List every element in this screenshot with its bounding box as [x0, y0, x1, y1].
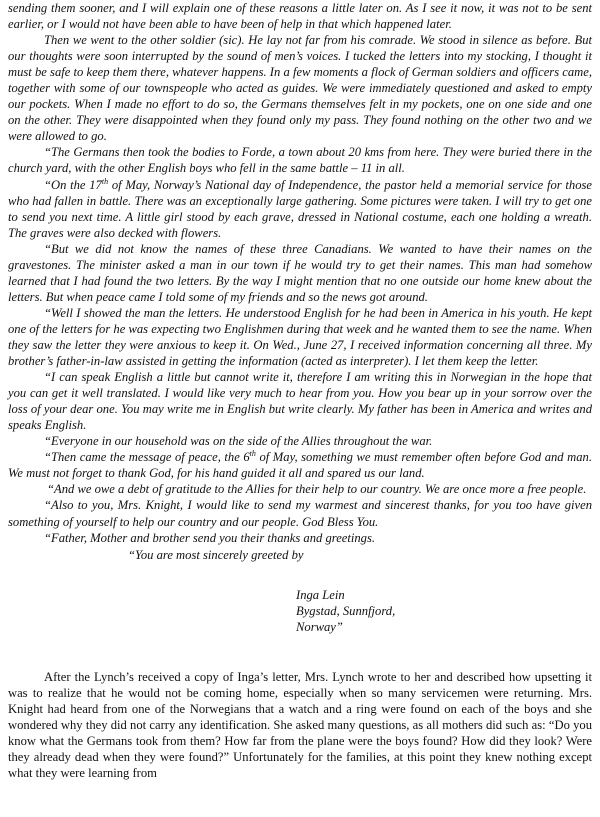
- signature-name: Inga Lein: [296, 587, 345, 602]
- ordinal-suffix: th: [249, 449, 256, 459]
- letter-paragraph: “The Germans then took the bodies to Forde, a town about 20 kms from here. They were buried there in the church yard, with the other English boys who fell in the same battle – 11 in all.: [8, 145, 592, 176]
- letter-paragraph: “I can speak English a little but cannot write it, therefore I am writing this in Norwegian in the hope that you can get it well translated. I would like very much to hear from you. How you bear up in your sorrow over the loss of your dear one. You may write me in English but write clearly. My father has been in America and writes and speaks English.: [8, 370, 592, 433]
- letter-closing: “You are most sincerely greeted by: [128, 547, 304, 562]
- letter-paragraph: “Father, Mother and brother send you their thanks and greetings.: [44, 530, 376, 545]
- letter-paragraph: [8, 449, 592, 481]
- letter-text: “On the 17: [44, 177, 102, 192]
- letter-text: “Then came the message of peace, the 6: [44, 450, 250, 465]
- letter-paragraph: “But we did not know the names of these three Canadians. We wanted to have their names on the gravestones. The minister asked a man in our town if he would try to get their names. This man had somehow learned that I had found the two letters. By the way I might mention that no one outside our home knew about the letters. But when peace came I told some of my friends and so the news got around.: [8, 241, 592, 304]
- inga-letter: [8, 0, 592, 635]
- ordinal-suffix: th: [101, 176, 109, 186]
- letter-paragraph: “Also to you, Mrs. Knight, I would like to send my warmest and sincerest thanks, for you too have given something of yourself to help our country and our people. God Bless You.: [8, 498, 592, 529]
- narrative-paragraph: After the Lynch’s received a copy of Inga’s letter, Mrs. Lynch wrote to her and described how upsetting it was to realize that he would not be coming home, especially when so many servicemen were returning. Mrs. Knight had heard from one of the Norwegians that a watch and a ring were found on each of the boys and she wondered why they did not carry any identification. She asked many questions, as all mothers did such as: “Do you know what the Germans took from them? How far from the plane were the boys found? How did they look? Were they already dead when they were found?” Unfortunately for the families, at this point they knew nothing except what they were learning from: [8, 669, 592, 780]
- letter-paragraph: Then we went to the other soldier (sic). He lay not far from his comrade. We stood in silence as before. But our thoughts were soon interrupted by the sound of men’s voices. I tucked the letters into my stocking, I thought it must be safe to keep them there, whatever happens. In a few moments a flock of German soldiers and officers came, together with some of our townspeople who acted as guides. We were immediately questioned and asked to empty our pockets. When I made no effort to do so, the Germans themselves felt in my pockets, one on one side and one on the other. They were disappointed when they found only my pass. They found nothing on the other two and we were allowed to go.: [8, 33, 592, 144]
- letter-signature: [8, 587, 592, 635]
- letter-text: of May, something we must remember often before God and man. We must not forget to thank God, for his hand guided it all and spared us our land.: [8, 450, 592, 481]
- narrative-section: [8, 669, 592, 781]
- letter-paragraph: [8, 177, 592, 241]
- letter-paragraph: “Everyone in our household was on the side of the Allies throughout the war.: [44, 434, 433, 449]
- letter-paragraph: sending them sooner, and I will explain one of these reasons a little later on. As I see it now, it was not to be sent earlier, or I would not have been able to have been of help in that which happened later.: [8, 1, 592, 32]
- signature-place: Bygstad, Sunnfjord,: [296, 603, 396, 618]
- letter-text: of May, Norway’s National day of Independence, the pastor held a memorial service for those who had fallen in battle. There was an exceptionally large gathering. Some pictures were taken. I will try to get one to send you next time. A little girl stood by each grave, dressed in National costume, each one holding a wreath. The graves were also decked with flowers.: [8, 177, 593, 240]
- signature-country: Norway”: [296, 619, 343, 634]
- letter-paragraph: “And we owe a debt of gratitude to the Allies for their help to our country. We are once more a free people.: [47, 482, 587, 497]
- letter-paragraph: “Well I showed the man the letters. He understood English for he had been in America in his youth. He kept one of the letters for he was expecting two Englishmen during that week and he wanted them to see the name. When they saw the letter they were anxious to keep it. On Wed., June 27, I received information concerning all three. My brother’s father-in-law assisted in getting the information (acted as interpreter). I let them keep the letter.: [8, 305, 592, 369]
